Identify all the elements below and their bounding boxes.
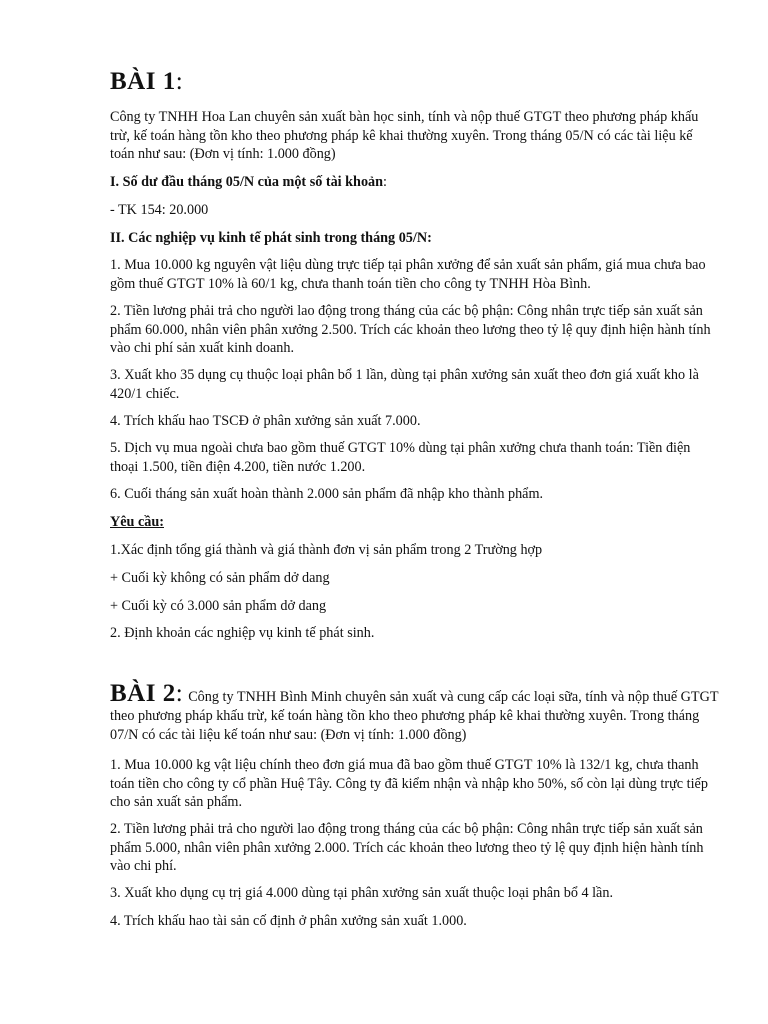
bai1-section1-colon: :	[383, 174, 387, 190]
bai2-title: BÀI 2	[110, 680, 176, 707]
bai1-requirement-1: 1.Xác định tổng giá thành và giá thành đơn vị sản phẩm trong 2 Trường hợp	[110, 542, 543, 558]
bai1-section2-title	[110, 229, 720, 248]
bai2-intro: Công ty TNHH Bình Minh chuyên sản xuất và cung cấp các loại sữa, tính và nộp thuế GTGT theo phương pháp khấu trừ, kế toán hàng tồn kho theo phương pháp kê khai thường xuyên. Trong tháng 07/N có các tài liệu kế toán như sau: (Đơn vị tính: 1.000 đồng)	[110, 689, 719, 743]
bai1-item-2: 2. Tiền lương phải trả cho người lao động trong tháng của các bộ phận: Công nhân trực tiếp sản xuất sản phẩm 60.000, nhân viên phân xưởng 2.500. Trích các khoản theo lương theo tỷ lệ quy định hiện hành tính vào chi phí sản xuất kinh doanh.	[110, 303, 711, 357]
bai1-section2-title-text: II. Các nghiệp vụ kinh tế phát sinh trong tháng 05/N:	[110, 230, 432, 246]
bai2-intro-paragraph	[110, 680, 720, 745]
bai1-section1-item: - TK 154: 20.000	[110, 202, 209, 218]
bai2-item-4: 4. Trích khấu hao tài sản cố định ở phân xưởng sản xuất 1.000.	[110, 913, 467, 929]
bai1-requirement-2: + Cuối kỳ không có sản phẩm dở dang	[110, 570, 330, 586]
bai1-requirements-title: Yêu cầu:	[110, 514, 164, 530]
bai2-item-2: 2. Tiền lương phải trả cho người lao động trong tháng của các bộ phận: Công nhân trực tiếp sản xuất sản phẩm 5.000, nhân viên phân xưởng 2.000. Trích các khoản theo lương theo tỷ lệ quy định hiện hành tính vào chi phí.	[110, 821, 704, 875]
bai1-heading	[110, 68, 183, 96]
bai1-section1-title: I. Số dư đầu tháng 05/N của một số tài khoản	[110, 174, 384, 190]
bai1-item-3: 3. Xuất kho 35 dụng cụ thuộc loại phân bổ 1 lần, dùng tại phân xưởng sản xuất theo đơn giá xuất kho là 420/1 chiếc.	[110, 367, 699, 402]
bai1-item-4: 4. Trích khấu hao TSCĐ ở phân xưởng sản xuất 7.000.	[110, 413, 421, 429]
bai1-section1-heading	[110, 173, 720, 192]
bai1-title: BÀI 1	[110, 68, 176, 95]
bai2-item-1: 1. Mua 10.000 kg vật liệu chính theo đơn giá mua đã bao gồm thuế GTGT 10% là 132/1 kg, chưa thanh toán tiền cho công ty cổ phần Huệ Tây. Công ty đã kiểm nhận và nhập kho 50%, số còn lại dùng trực tiếp cho sản xuất sản phẩm.	[110, 757, 708, 811]
bai1-item-1: 1. Mua 10.000 kg nguyên vật liệu dùng trực tiếp tại phân xưởng để sản xuất sản phẩm, giá mua chưa bao gồm thuế GTGT 10% là 60/1 kg, chưa thanh toán tiền cho công ty TNHH Hòa Bình.	[110, 257, 706, 292]
bai1-colon: :	[175, 68, 183, 95]
bai1-requirement-3: + Cuối kỳ có 3.000 sản phẩm dở dang	[110, 598, 327, 614]
bai1-item-6: 6. Cuối tháng sản xuất hoàn thành 2.000 sản phẩm đã nhập kho thành phẩm.	[110, 486, 544, 502]
bai1-item-5: 5. Dịch vụ mua ngoài chưa bao gồm thuế GTGT 10% dùng tại phân xưởng chưa thanh toán: Tiền điện thoại 1.500, tiền điện 4.200, tiền nước 1.200.	[110, 440, 691, 475]
bai2-colon: :	[175, 680, 183, 707]
bai2-item-3: 3. Xuất kho dụng cụ trị giá 4.000 dùng tại phân xưởng sản xuất thuộc loại phân bổ 4 lần.	[110, 885, 613, 901]
bai1-intro: Công ty TNHH Hoa Lan chuyên sản xuất bàn học sinh, tính và nộp thuế GTGT theo phương pháp khấu trừ, kế toán hàng tồn kho theo phương pháp kê khai thường xuyên. Trong tháng 05/N có các tài liệu kế toán như sau: (Đơn vị tính: 1.000 đồng)	[110, 109, 699, 163]
bai1-requirements-heading	[110, 513, 720, 532]
bai1-requirement-4: 2. Định khoản các nghiệp vụ kinh tế phát sinh.	[110, 625, 375, 641]
